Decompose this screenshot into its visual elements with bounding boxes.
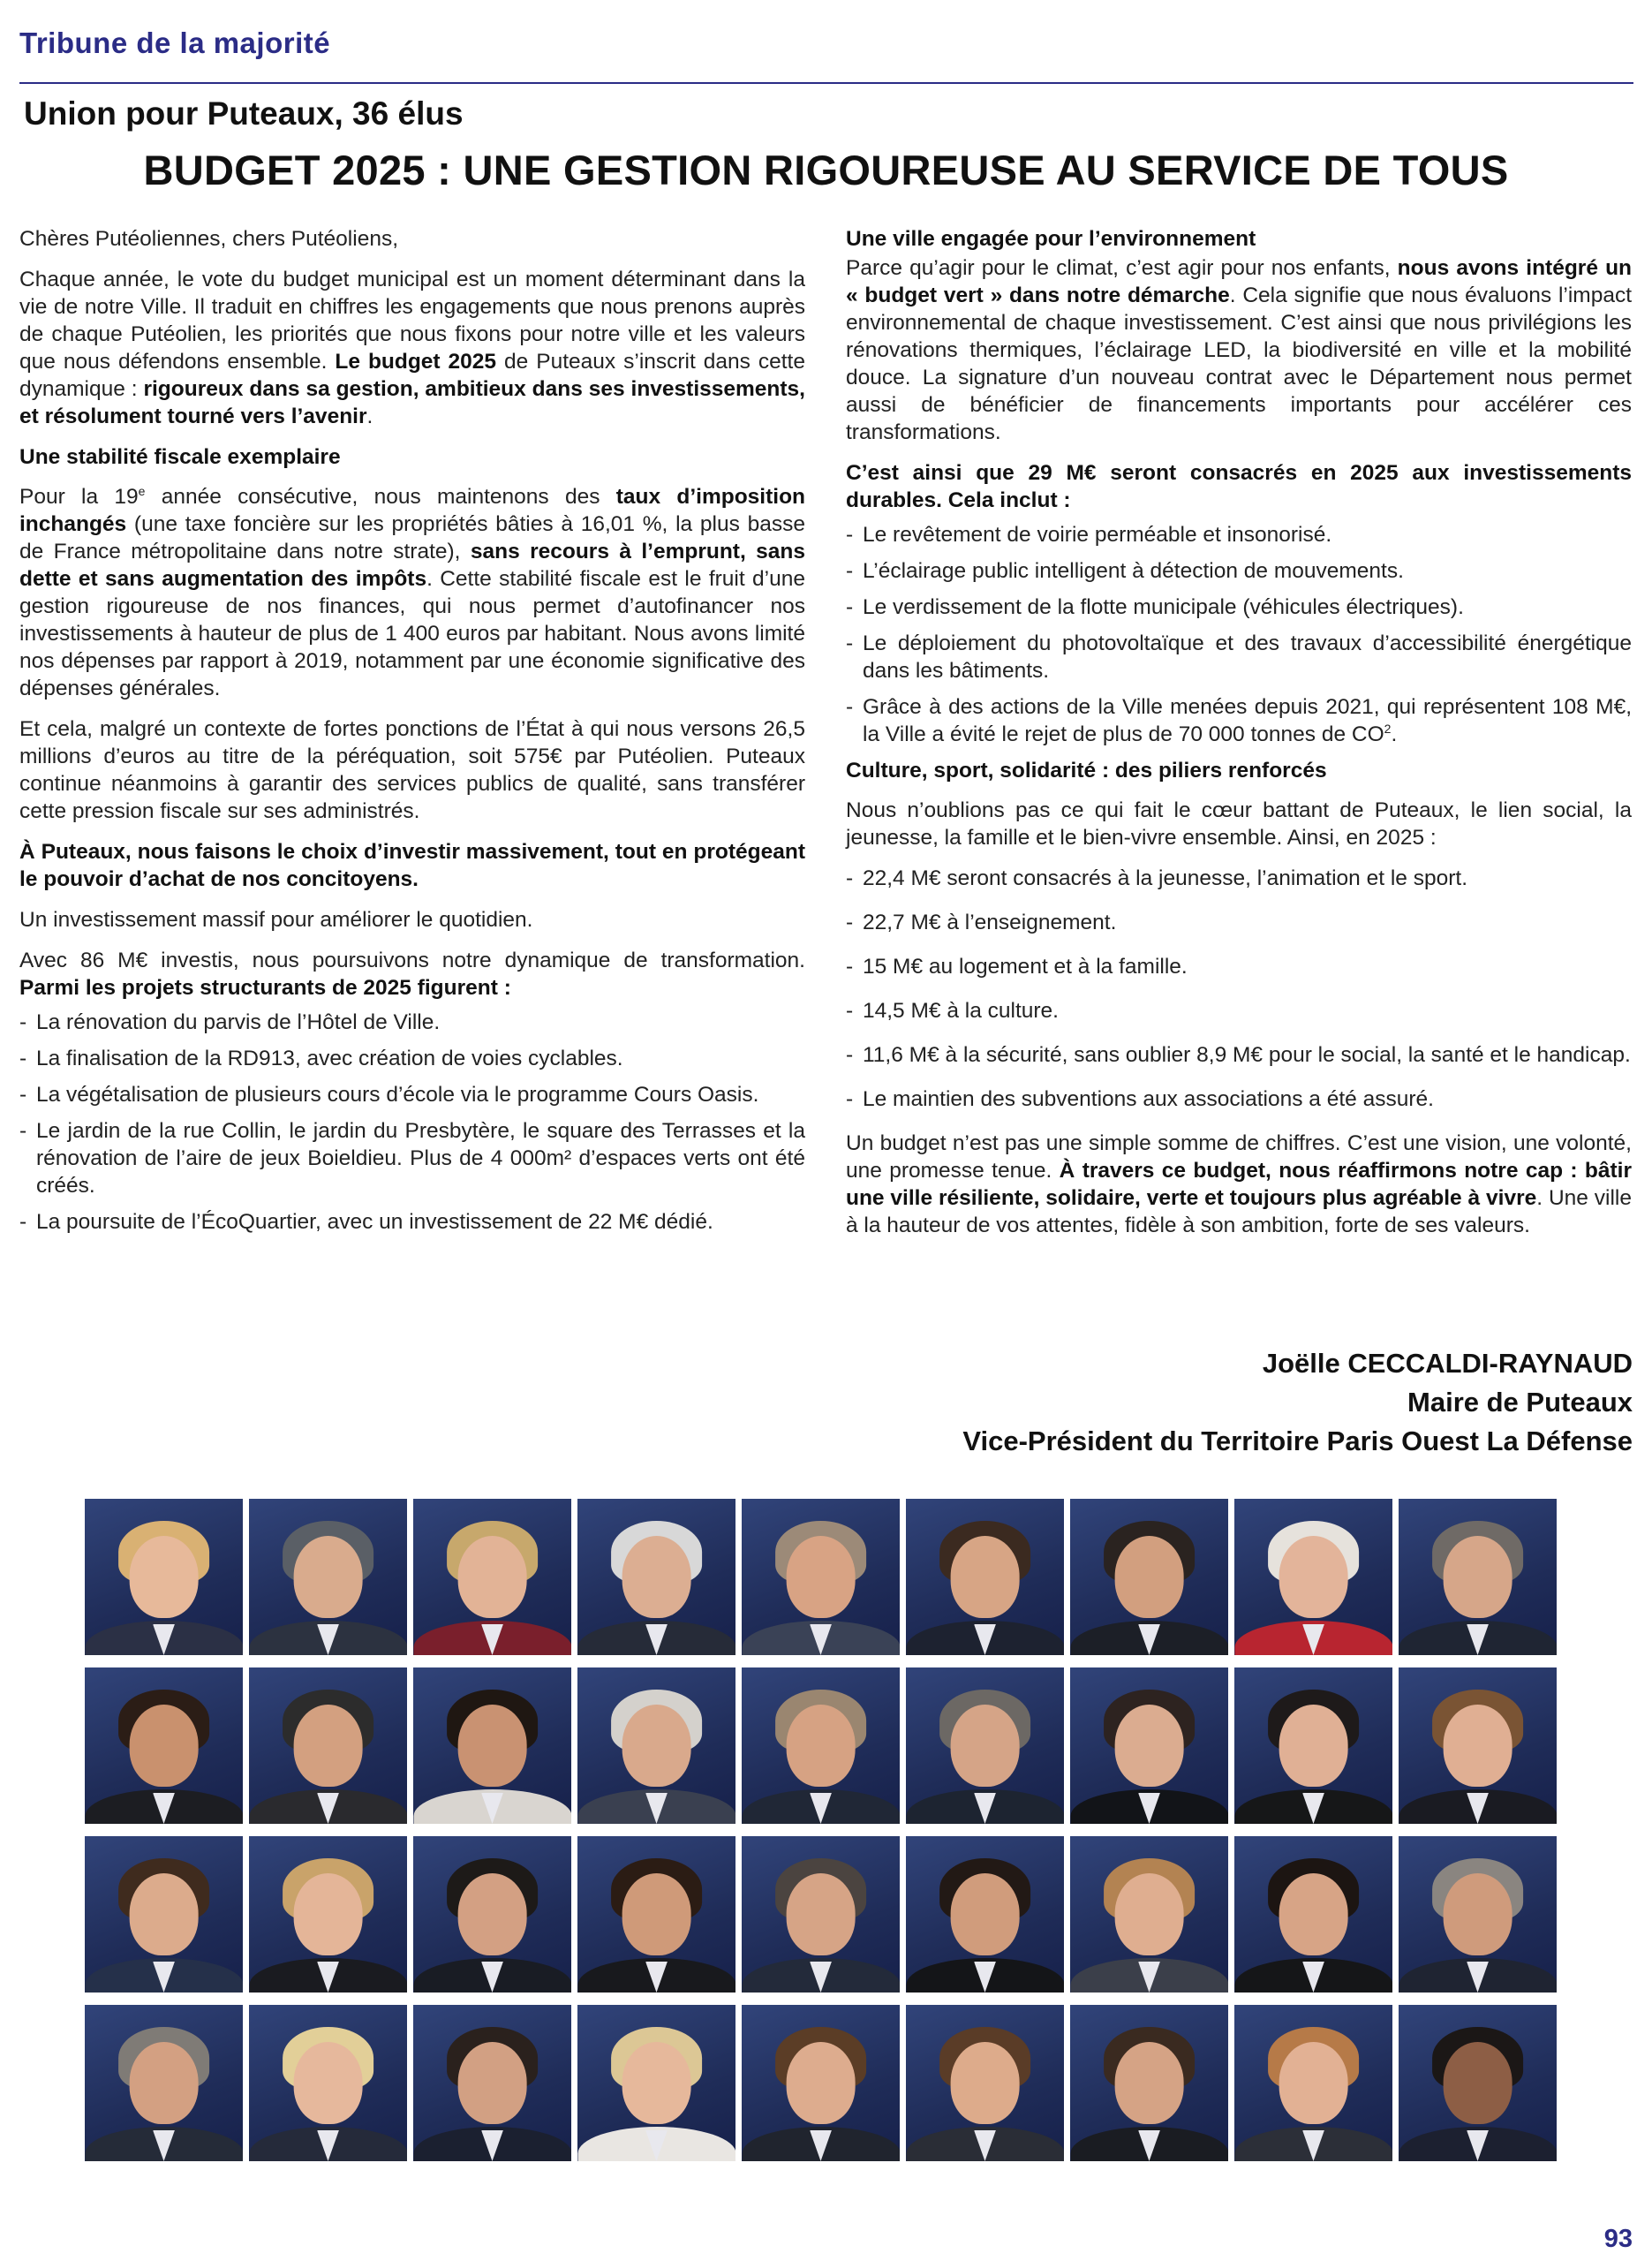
- page-number: 93: [1603, 2225, 1633, 2253]
- culture-paragraph: Nous n’oublions pas ce qui fait le cœur battant de Puteaux, le lien social, la jeunesse, la famille et le bien-vivre ensemble. Ainsi, en 2025 :: [846, 798, 1632, 850]
- council-member-photo: [1070, 1667, 1228, 1824]
- council-member-photo: [413, 1499, 571, 1655]
- investment-paragraph: Un investissement massif pour améliorer le quotidien.: [19, 908, 533, 932]
- list-item: - La poursuite de l’ÉcoQuartier, avec un investissement de 22 M€ dédié.: [19, 1210, 713, 1234]
- group-name: Union pour Puteaux, 36 élus: [24, 95, 464, 132]
- salutation: Chères Putéoliennes, chers Putéoliens,: [19, 227, 399, 251]
- council-member-photo: [1234, 1499, 1392, 1655]
- signatory-name: Joëlle CECCALDI-RAYNAUD: [1262, 1348, 1633, 1379]
- projects-intro: Avec 86 M€ investis, nous poursuivons notre dynamique de transformation. Parmi les projets structurants de 2025 figurent :: [19, 949, 805, 1000]
- list-item: - 15 M€ au logement et à la famille.: [846, 955, 1188, 979]
- council-member-photo: [85, 1836, 243, 1993]
- council-member-photo: [1234, 1667, 1392, 1824]
- council-member-photo: [413, 1836, 571, 1993]
- list-item: - La végétalisation de plusieurs cours d’école via le programme Cours Oasis.: [19, 1083, 759, 1107]
- council-member-photo: [1399, 1836, 1557, 1993]
- list-item: - 11,6 M€ à la sécurité, sans oublier 8,9 M€ pour le social, la santé et le handicap.: [846, 1043, 1631, 1067]
- council-member-photo: [1234, 1836, 1392, 1993]
- context-paragraph: Et cela, malgré un contexte de fortes ponctions de l’État à qui nous versons 26,5 millions d’euros au titre de la péréquation, soit 575€ par Putéolien. Puteaux continue néanmoins à garantir des services publics de qualité, sans transférer cette pression fiscale sur ses administrés.: [19, 717, 805, 823]
- list-item: - Le maintien des subventions aux associations a été assuré.: [846, 1087, 1434, 1111]
- council-member-photo: [577, 1836, 735, 1993]
- council-member-photo: [85, 1667, 243, 1824]
- environment-paragraph: Parce qu’agir pour le climat, c’est agir pour nos enfants, nous avons intégré un « budget vert » dans notre démarche. Cela signifie que nous évaluons l’impact environnemental de chaque investissement. C’est ainsi que nous privilégions les rénovations thermiques, l’éclairage LED, la biodiversité en ville et la mobilité douce. La signature d’un nouveau contrat avec le Département nous permet aussi de bénéficier de financements importants pour accélérer ces transformations.: [846, 256, 1633, 444]
- council-member-photo: [906, 2005, 1064, 2161]
- list-item: - 14,5 M€ à la culture.: [846, 999, 1059, 1023]
- council-member-photo: [249, 1667, 407, 1824]
- list-item: - La rénovation du parvis de l’Hôtel de Ville.: [19, 1010, 441, 1034]
- council-member-photo: [1070, 2005, 1228, 2161]
- list-item: - Le verdissement de la flotte municipale (véhicules électriques).: [846, 595, 1464, 619]
- heading-culture: Culture, sport, solidarité : des piliers renforcés: [846, 759, 1327, 783]
- list-item: - Le déploiement du photovoltaïque et des travaux d’accessibilité énergétique dans les bâtiments.: [846, 631, 1632, 683]
- council-member-photo: [906, 1499, 1064, 1655]
- council-member-photo: [413, 1667, 571, 1824]
- right-column: [846, 225, 1632, 1252]
- council-member-photo: [906, 1667, 1064, 1824]
- investment-choice-paragraph: À Puteaux, nous faisons le choix d’investir massivement, tout en protégeant le pouvoir d’achat de nos concitoyens.: [19, 840, 805, 891]
- durable-investments-heading: C’est ainsi que 29 M€ seront consacrés en 2025 aux investissements durables. Cela inclut :: [846, 461, 1632, 512]
- list-item: - 22,4 M€ seront consacrés à la jeunesse, l’animation et le sport.: [846, 866, 1468, 890]
- list-item: - Le jardin de la rue Collin, le jardin du Presbytère, le square des Terrasses et la rénovation de l’aire de jeux Boieldieu. Plus de 4 000m² d’espaces verts ont été créés.: [19, 1119, 805, 1198]
- council-member-photo: [1399, 2005, 1557, 2161]
- list-item: - La finalisation de la RD913, avec création de voies cyclables.: [19, 1047, 623, 1070]
- list-item: - 22,7 M€ à l’enseignement.: [846, 911, 1117, 934]
- list-item: - L’éclairage public intelligent à détection de mouvements.: [846, 559, 1404, 583]
- council-member-photo: [249, 2005, 407, 2161]
- council-member-photo: [413, 2005, 571, 2161]
- council-member-photo: [85, 2005, 243, 2161]
- council-member-photo: [742, 2005, 900, 2161]
- heading-fiscal-stability: Une stabilité fiscale exemplaire: [19, 445, 341, 469]
- green-investments-list: [846, 521, 1632, 748]
- projects-list: [19, 1009, 805, 1236]
- council-member-photo: [1399, 1499, 1557, 1655]
- closing-paragraph: Un budget n’est pas une simple somme de chiffres. C’est une vision, une volonté, une promesse tenue. À travers ce budget, nous réaffirmons notre cap : bâtir une ville résiliente, solidaire, verte et toujours plus agréable à vivre. Une ville à la hauteur de vos attentes, fidèle à son ambition, forte de ses valeurs.: [846, 1131, 1632, 1237]
- council-member-photo: [1234, 2005, 1392, 2161]
- council-member-photo: [742, 1667, 900, 1824]
- council-member-photo: [742, 1836, 900, 1993]
- council-member-photo: [577, 1667, 735, 1824]
- council-member-photo: [1070, 1836, 1228, 1993]
- council-member-photo: [577, 1499, 735, 1655]
- signatory-role: Vice-Président du Territoire Paris Ouest La Défense: [962, 1425, 1633, 1456]
- section-divider: [19, 82, 1633, 84]
- council-member-photo: [1399, 1667, 1557, 1824]
- council-member-photo: [1070, 1499, 1228, 1655]
- intro-paragraph: Chaque année, le vote du budget municipal est un moment déterminant dans la vie de notre Ville. Il traduit en chiffres les engagements que nous prenons auprès de chaque Putéolien, les priorités que nous fixons pour notre ville et les valeurs que nous défendons ensemble. Le budget 2025 de Puteaux s’inscrit dans cette dynamique : rigoureux dans sa gestion, ambitieux dans ses investissements, et résolument tourné vers l’avenir.: [19, 268, 805, 428]
- portrait-grid: [85, 1499, 1565, 2162]
- council-member-photo: [249, 1836, 407, 1993]
- culture-list: [846, 865, 1632, 1113]
- council-member-photo: [906, 1836, 1064, 1993]
- left-column: [19, 225, 805, 1244]
- signatory-role: Maire de Puteaux: [1407, 1387, 1633, 1418]
- council-member-photo: [249, 1499, 407, 1655]
- list-item: - Le revêtement de voirie perméable et insonorisé.: [846, 523, 1332, 547]
- council-member-photo: [85, 1499, 243, 1655]
- article-title: BUDGET 2025 : UNE GESTION RIGOUREUSE AU SERVICE DE TOUS: [143, 147, 1509, 193]
- section-tag: Tribune de la majorité: [19, 26, 331, 59]
- council-member-photo: [742, 1499, 900, 1655]
- signature-block: [962, 1344, 1633, 1461]
- council-member-photo: [577, 2005, 735, 2161]
- heading-environment: Une ville engagée pour l’environnement: [846, 227, 1256, 251]
- fiscal-paragraph: Pour la 19e année consécutive, nous maintenons des taux d’imposition inchangés (une taxe foncière sur les propriétés bâties à 16,01 %, la plus basse de France métropolitaine dans notre strate), sans recours à l’emprunt, sans dette et sans augmentation des impôts. Cette stabilité fiscale est le fruit d’une gestion rigoureuse de nos finances, qui nous permet d’autofinancer nos investissements à hauteur de plus de 1 400 euros par habitant. Nous avons limité nos dépenses par rapport à 2019, notamment par une économie significative des dépenses générales.: [19, 483, 805, 700]
- list-item: - Grâce à des actions de la Ville menées depuis 2021, qui représentent 108 M€, la Ville a évité le rejet de plus de 70 000 tonnes de $CO^2$.: [846, 695, 1632, 746]
